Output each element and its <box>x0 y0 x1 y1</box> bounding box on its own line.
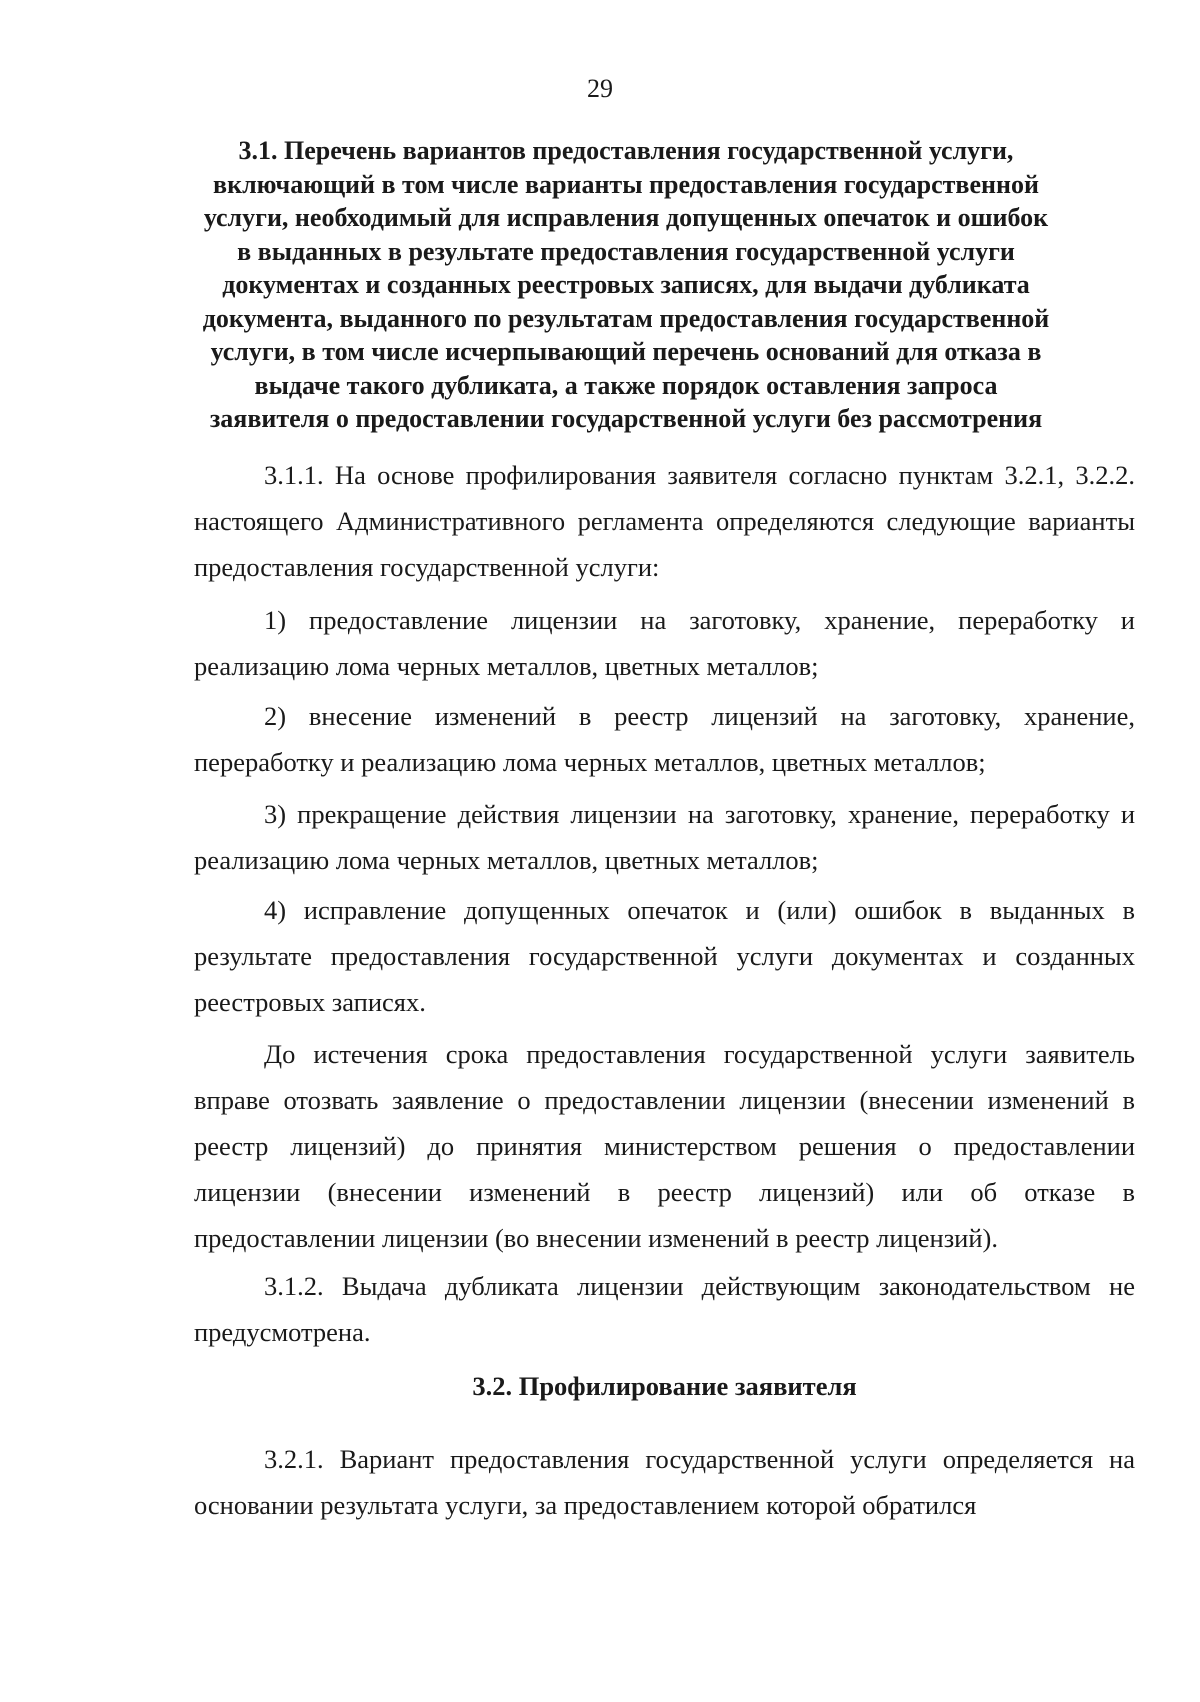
paragraph-3-1-2: 3.1.2. Выдача дубликата лицензии действующим законодательством не предусмотрена. <box>194 1271 1135 1347</box>
paragraph-3-1-1: 3.1.1. На основе профилирования заявителя согласно пунктам 3.2.1, 3.2.2. настоящего Административного регламента определяются следующие варианты предоставления государственной услуги: <box>194 460 1135 582</box>
list-item-1: 1) предоставление лицензии на заготовку, хранение, переработку и реализацию лома черных металлов, цветных металлов; <box>194 605 1135 681</box>
heading-line: услуги, необходимый для исправления допущенных опечаток и ошибок <box>203 203 1049 232</box>
heading-line: в выданных в результате предоставления государственной услуги <box>237 236 1015 266</box>
list-item-4: 4) исправление допущенных опечаток и (или) ошибок в выданных в результате предоставления государственной услуги документах и созданных реестровых записях. <box>194 895 1135 1017</box>
list-item-2: 2) внесение изменений в реестр лицензий на заготовку, хранение, переработку и реализацию лома черных металлов, цветных металлов; <box>194 701 1135 777</box>
heading-line: включающий в том числе варианты предоставления государственной <box>213 169 1039 199</box>
section-heading-3-1 <box>190 134 1062 436</box>
list-item-3: 3) прекращение действия лицензии на заготовку, хранение, переработку и реализацию лома черных металлов, цветных металлов; <box>194 799 1135 875</box>
heading-line: выдаче такого дубликата, а также порядок оставления запроса <box>254 370 998 400</box>
heading-line: документах и созданных реестровых записях, для выдачи дубликата <box>222 270 1030 299</box>
section-heading-3-2: 3.2. Профилирование заявителя <box>472 1371 857 1401</box>
heading-line: документа, выданного по результатам предоставления государственной <box>202 303 1050 333</box>
page-number: 29 <box>587 74 613 103</box>
heading-line: услуги, в том числе исчерпывающий перечень оснований для отказа в <box>210 337 1042 366</box>
heading-line: 3.1. Перечень вариантов предоставления государственной услуги, <box>238 136 1014 165</box>
paragraph-withdrawal: До истечения срока предоставления государственной услуги заявитель вправе отозвать заявление о предоставлении лицензии (внесении изменений в реестр лицензий) до принятия министерством решения о предоставлении лицензии (внесении изменений в реестр лицензий) или об отказе в предоставлении лицензии (во внесении изменений в реестр лицензий). <box>194 1039 1135 1253</box>
paragraph-3-2-1: 3.2.1. Вариант предоставления государственной услуги определяется на основании результата услуги, за предоставлением которой обратился <box>194 1444 1135 1520</box>
heading-line: заявителя о предоставлении государственной услуги без рассмотрения <box>209 404 1043 433</box>
